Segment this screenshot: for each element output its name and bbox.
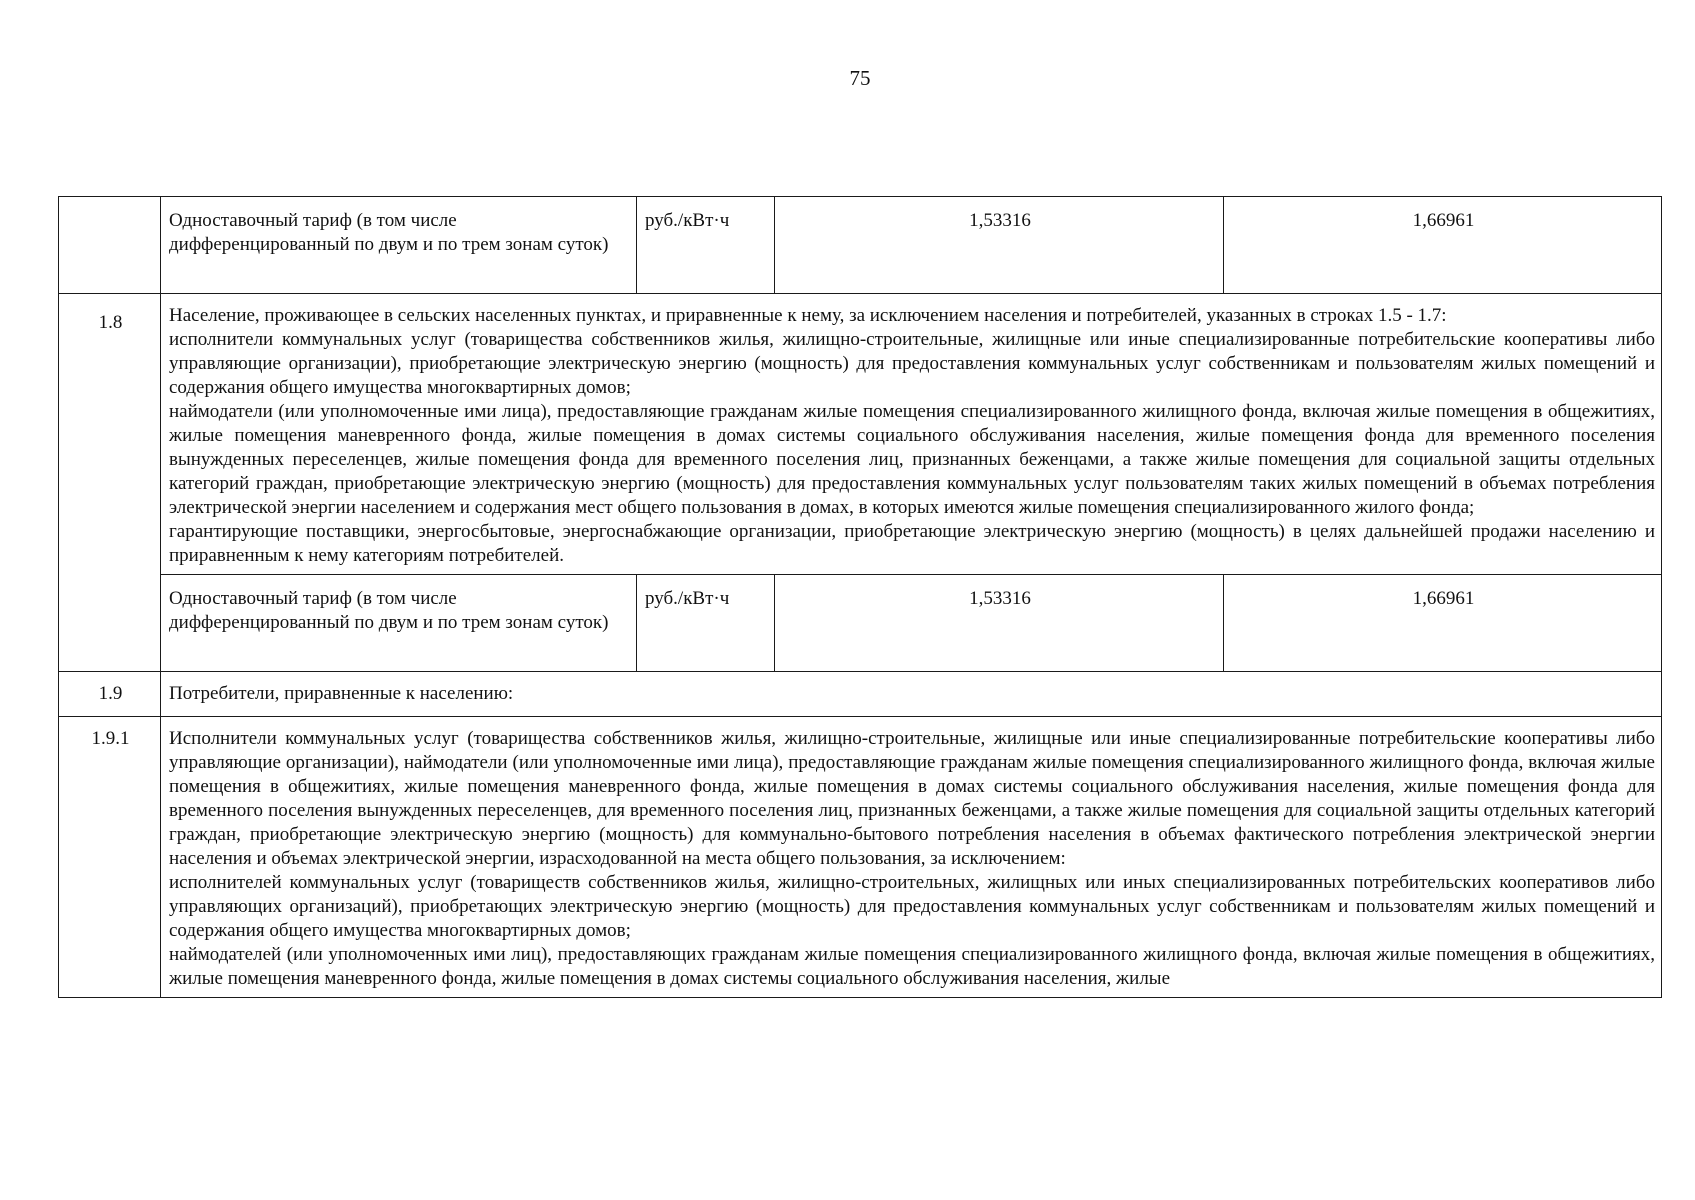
unit-cell: [637, 197, 775, 294]
table-row: [59, 575, 1662, 672]
unit-cell: [637, 575, 775, 672]
row-number-1-9: [59, 672, 161, 717]
table-row: [59, 197, 1662, 294]
row-number-text: 1.9.1: [91, 728, 130, 749]
table-row: [59, 717, 1662, 998]
paragraph: исполнители коммунальных услуг (товарищества собственников жилья, жилищно-строительные, жилищные или иные специализированные потребительские кооперативы либо управляющие организации), приобретающие электрическую энергию (мощность) для предоставления коммунальных услуг собственникам и пользователям жилых помещений и содержания общего имущества многоквартирных домов;: [169, 329, 1655, 398]
table-row: [59, 294, 1662, 575]
paragraph: наймодателей (или уполномоченных ими лиц), предоставляющих гражданам жилые помещения специализированного жилищного фонда, включая жилые помещения в общежитиях, жилые помещения маневренного фонда, жилые помещения в домах системы социального обслуживания населения, жилые: [169, 944, 1655, 989]
paragraph: наймодатели (или уполномоченные ими лица), предоставляющие гражданам жилые помещения специализированного жилищного фонда, включая жилые помещения в общежитиях, жилые помещения маневренного фонда, жилые помещения в домах системы социального обслуживания населения, жилые помещения фонда для временного поселения вынужденных переселенцев, жилые помещения фонда для временного поселения лиц, признанных беженцами, а также жилые помещения для социальной защиты отдельных категорий граждан, приобретающие электрическую энергию (мощность) для предоставления коммунальных услуг пользователям таких жилых помещений в объемах потребления электрической энергии населением и содержания мест общего пользования в домах, в которых имеются жилые помещения специализированного жилого фонда;: [169, 401, 1655, 518]
row-number-1-8: [59, 294, 161, 672]
paragraph: исполнителей коммунальных услуг (товариществ собственников жилья, жилищно-строительных, жилищных или иных специализированных потребительских кооперативов либо управляющих организаций), приобретающих электрическую энергию (мощность) для предоставления коммунальных услуг собственникам и пользователям жилых помещений и содержания общего имущества многоквартирных домов;: [169, 872, 1655, 941]
tariff-value-1: 1,53316: [969, 588, 1031, 609]
paragraph: Исполнители коммунальных услуг (товарищества собственников жилья, жилищно-строительные, жилищные или иные специализированные потребительские кооперативы либо управляющие организации), наймодатели (или уполномоченные ими лица), предоставляющие гражданам жилые помещения специализированного жилищного фонда, включая жилые помещения в общежитиях, жилые помещения маневренного фонда, жилые помещения в домах системы социального обслуживания населения, жилые помещения фонда для временного поселения вынужденных переселенцев, для временного поселения лиц, признанных беженцами, а также жилые помещения для социальной защиты отдельных категорий граждан, приобретающие электрическую энергию (мощность) для коммунально-бытового потребления населения в объемах фактического потребления электрической энергии населения и объемах электрической энергии, израсходованной на места общего пользования, за исключением:: [169, 728, 1655, 869]
value-1-cell: [775, 575, 1224, 672]
paragraph: гарантирующие поставщики, энергосбытовые, энергоснабжающие организации, приобретающие электрическую энергию (мощность) в целях дальнейшей продажи населению и приравненным к нему категориям потребителей.: [169, 521, 1655, 566]
tariff-unit: руб./кВт·ч: [645, 588, 730, 609]
paragraph: Население, проживающее в сельских населенных пунктах, и приравненные к нему, за исключением населения и потребителей, указанных в строках 1.5 - 1.7:: [169, 305, 1447, 326]
tariff-unit: руб./кВт·ч: [645, 210, 730, 231]
row-1-8-description: [161, 294, 1662, 575]
row-number-text: 1.9: [98, 683, 123, 704]
value-2-cell: [1224, 575, 1662, 672]
tariff-value-2: 1,66961: [1412, 588, 1475, 609]
tariff-label: Одноставочный тариф (в том числе дифференцированный по двум и по трем зонам суток): [169, 210, 609, 255]
value-1-cell: [775, 197, 1224, 294]
tariff-value-2: 1,66961: [1412, 210, 1475, 231]
tariff-label-cell: [161, 197, 637, 294]
tariff-table: [58, 196, 1662, 998]
tariff-label-cell: [161, 575, 637, 672]
tariff-label: Одноставочный тариф (в том числе дифференцированный по двум и по трем зонам суток): [169, 588, 609, 633]
table-row: [59, 672, 1662, 717]
row-1-9-title: [161, 672, 1662, 717]
page-number: 75: [849, 66, 871, 90]
value-2-cell: [1224, 197, 1662, 294]
row-number-1-9-1: [59, 717, 161, 998]
row-number-text: 1.8: [98, 312, 123, 333]
row-number-cell-empty: [59, 197, 161, 294]
section-title: Потребители, приравненные к населению:: [169, 683, 514, 704]
tariff-value-1: 1,53316: [969, 210, 1031, 231]
row-1-9-1-description: [161, 717, 1662, 998]
